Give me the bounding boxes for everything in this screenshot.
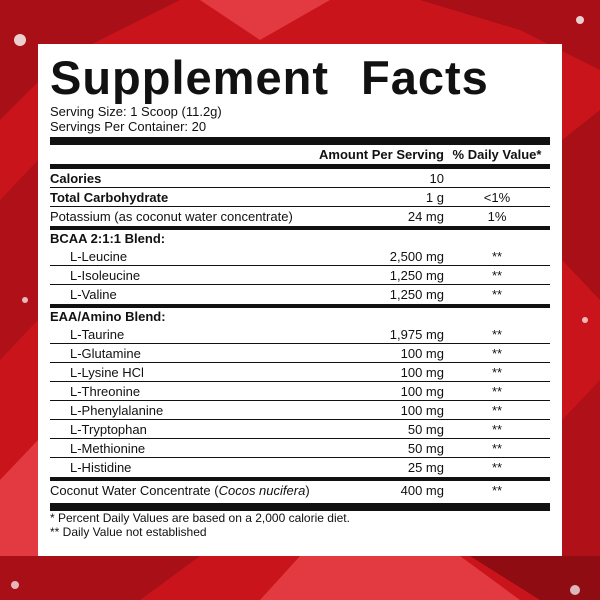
bcaa-blend-label: BCAA 2:1:1 Blend: [50, 231, 166, 246]
serving-size: Serving Size: 1 Scoop (11.2g) [50, 104, 222, 119]
table-row: L-Valine 1,250 mg ** [70, 287, 503, 302]
header-row [50, 145, 550, 165]
servings-per-container: Servings Per Container: 20 [50, 119, 207, 134]
eaa-blend-label: EAA/Amino Blend: [50, 309, 166, 324]
table-row: L-Taurine 1,975 mg ** [50, 325, 550, 344]
table-row: L-Phenylalanine 100 mg ** [50, 401, 550, 420]
footnote: ** Daily Value not established [50, 525, 207, 539]
table-row: Potassium (as coconut water concentrate) 24 mg 1% [50, 209, 507, 224]
supplement-facts-panel [38, 44, 562, 556]
table-row: L-Tryptophan 50 mg ** [50, 420, 550, 439]
table-row: L-Lysine HCl 100 mg ** [50, 363, 550, 382]
divider-thick [50, 137, 550, 145]
divider-thick [50, 503, 550, 511]
table-row: L-Threonine 100 mg ** [50, 382, 550, 401]
table-row: Calories 10 [50, 169, 550, 188]
footnote: * Percent Daily Values are based on a 2,000 calorie diet. [50, 511, 350, 525]
table-row: L-Glutamine 100 mg ** [50, 344, 550, 363]
table-row: L-Leucine 2,500 mg ** [50, 247, 550, 266]
table-row: L-Isoleucine 1,250 mg ** [50, 266, 550, 285]
amount-header: Amount Per Serving [319, 147, 444, 162]
page-title: Supplement Facts [50, 51, 489, 104]
table-row-coconut: Coconut Water Concentrate (Cocos nucifera) 400 mg ** [50, 483, 503, 498]
table-row: L-Histidine 25 mg ** [70, 460, 503, 475]
dv-header: % Daily Value* [452, 147, 542, 162]
table-row: Total Carbohydrate 1 g <1% [50, 188, 550, 207]
table-row: L-Methionine 50 mg ** [50, 439, 550, 458]
